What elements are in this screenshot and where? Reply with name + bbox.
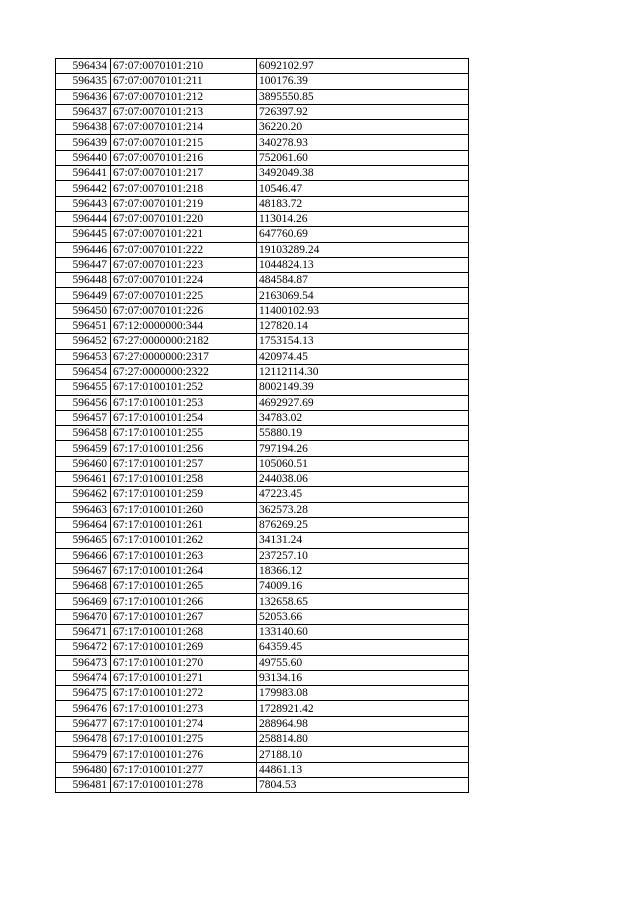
table-row [56, 135, 469, 150]
row-id-cell: 596437 [56, 104, 111, 119]
row-id-cell: 596471 [56, 624, 111, 639]
row-id-cell: 596463 [56, 502, 111, 517]
value-cell: 11400102.93 [257, 303, 469, 318]
row-id-cell: 596479 [56, 747, 111, 762]
value-cell: 133140.60 [257, 624, 469, 639]
value-cell: 1044824.13 [257, 257, 469, 272]
value-cell: 64359.45 [257, 640, 469, 655]
cadastral-number-cell: 67:17:0100101:262 [111, 533, 257, 548]
table-row [56, 579, 469, 594]
value-cell: 237257.10 [257, 548, 469, 563]
table-row [56, 624, 469, 639]
row-id-cell: 596474 [56, 670, 111, 685]
value-cell: 19103289.24 [257, 242, 469, 257]
row-id-cell: 596472 [56, 640, 111, 655]
cadastral-number-cell: 67:17:0100101:259 [111, 487, 257, 502]
table-row [56, 211, 469, 226]
table-row [56, 380, 469, 395]
cadastral-number-cell: 67:17:0100101:275 [111, 732, 257, 747]
cadastral-number-cell: 67:17:0100101:258 [111, 472, 257, 487]
cadastral-number-cell: 67:07:0070101:224 [111, 273, 257, 288]
row-id-cell: 596462 [56, 487, 111, 502]
table-row [56, 686, 469, 701]
cadastral-number-cell: 67:17:0100101:265 [111, 579, 257, 594]
value-cell: 18366.12 [257, 563, 469, 578]
table-row [56, 609, 469, 624]
cadastral-number-cell: 67:17:0100101:260 [111, 502, 257, 517]
table-row [56, 410, 469, 425]
value-cell: 113014.26 [257, 211, 469, 226]
row-id-cell: 596451 [56, 319, 111, 334]
row-id-cell: 596442 [56, 181, 111, 196]
table-row [56, 533, 469, 548]
value-cell: 34131.24 [257, 533, 469, 548]
table-row [56, 747, 469, 762]
value-cell: 74009.16 [257, 579, 469, 594]
cadastral-number-cell: 67:07:0070101:222 [111, 242, 257, 257]
cadastral-number-cell: 67:07:0070101:213 [111, 104, 257, 119]
row-id-cell: 596461 [56, 472, 111, 487]
cadastral-number-cell: 67:17:0100101:271 [111, 670, 257, 685]
row-id-cell: 596443 [56, 196, 111, 211]
row-id-cell: 596455 [56, 380, 111, 395]
table-row [56, 472, 469, 487]
row-id-cell: 596457 [56, 410, 111, 425]
value-cell: 44861.13 [257, 762, 469, 777]
value-cell: 36220.20 [257, 120, 469, 135]
cadastral-number-cell: 67:17:0100101:277 [111, 762, 257, 777]
value-cell: 8002149.39 [257, 380, 469, 395]
cadastral-number-cell: 67:07:0070101:215 [111, 135, 257, 150]
value-cell: 797194.26 [257, 441, 469, 456]
cadastral-number-cell: 67:27:0000000:2317 [111, 349, 257, 364]
cadastral-number-cell: 67:17:0100101:261 [111, 517, 257, 532]
cadastral-number-cell: 67:07:0070101:223 [111, 257, 257, 272]
table-row [56, 487, 469, 502]
table-row [56, 655, 469, 670]
value-cell: 48183.72 [257, 196, 469, 211]
cadastral-number-cell: 67:17:0100101:272 [111, 686, 257, 701]
table-row [56, 59, 469, 74]
value-cell: 1753154.13 [257, 334, 469, 349]
table-row [56, 273, 469, 288]
cadastral-number-cell: 67:17:0100101:252 [111, 380, 257, 395]
row-id-cell: 596434 [56, 59, 111, 74]
cadastral-number-cell: 67:07:0070101:220 [111, 211, 257, 226]
value-cell: 52053.66 [257, 609, 469, 624]
row-id-cell: 596477 [56, 716, 111, 731]
value-cell: 127820.14 [257, 319, 469, 334]
table-row [56, 166, 469, 181]
value-cell: 10546.47 [257, 181, 469, 196]
row-id-cell: 596478 [56, 732, 111, 747]
value-cell: 484584.87 [257, 273, 469, 288]
cadastral-number-cell: 67:17:0100101:276 [111, 747, 257, 762]
table-row [56, 319, 469, 334]
table-body [56, 59, 469, 793]
row-id-cell: 596450 [56, 303, 111, 318]
value-cell: 6092102.97 [257, 59, 469, 74]
table-row [56, 227, 469, 242]
row-id-cell: 596481 [56, 777, 111, 792]
table-row [56, 732, 469, 747]
cadastral-number-cell: 67:17:0100101:263 [111, 548, 257, 563]
row-id-cell: 596452 [56, 334, 111, 349]
value-cell: 49755.60 [257, 655, 469, 670]
table-row [56, 181, 469, 196]
value-cell: 3895550.85 [257, 89, 469, 104]
cadastral-number-cell: 67:12:0000000:344 [111, 319, 257, 334]
cadastral-number-cell: 67:17:0100101:257 [111, 456, 257, 471]
table-row [56, 89, 469, 104]
value-cell: 3492049.38 [257, 166, 469, 181]
row-id-cell: 596466 [56, 548, 111, 563]
value-cell: 105060.51 [257, 456, 469, 471]
value-cell: 100176.39 [257, 74, 469, 89]
table-row [56, 196, 469, 211]
cadastral-number-cell: 67:27:0000000:2182 [111, 334, 257, 349]
table-row [56, 456, 469, 471]
cadastral-number-cell: 67:07:0070101:221 [111, 227, 257, 242]
row-id-cell: 596448 [56, 273, 111, 288]
table-row [56, 74, 469, 89]
cadastral-number-cell: 67:17:0100101:256 [111, 441, 257, 456]
table-row [56, 762, 469, 777]
cadastral-number-cell: 67:17:0100101:267 [111, 609, 257, 624]
row-id-cell: 596438 [56, 120, 111, 135]
value-cell: 876269.25 [257, 517, 469, 532]
row-id-cell: 596470 [56, 609, 111, 624]
table-row [56, 395, 469, 410]
cadastral-number-cell: 67:17:0100101:268 [111, 624, 257, 639]
cadastral-value-table [55, 58, 469, 793]
cadastral-number-cell: 67:07:0070101:217 [111, 166, 257, 181]
cadastral-number-cell: 67:17:0100101:270 [111, 655, 257, 670]
value-cell: 647760.69 [257, 227, 469, 242]
cadastral-number-cell: 67:17:0100101:264 [111, 563, 257, 578]
value-cell: 12112114.30 [257, 364, 469, 379]
value-cell: 340278.93 [257, 135, 469, 150]
cadastral-number-cell: 67:17:0100101:278 [111, 777, 257, 792]
cadastral-number-cell: 67:07:0070101:210 [111, 59, 257, 74]
table-row [56, 777, 469, 792]
cadastral-number-cell: 67:07:0070101:212 [111, 89, 257, 104]
row-id-cell: 596440 [56, 150, 111, 165]
row-id-cell: 596453 [56, 349, 111, 364]
cadastral-number-cell: 67:07:0070101:214 [111, 120, 257, 135]
value-cell: 2163069.54 [257, 288, 469, 303]
value-cell: 288964.98 [257, 716, 469, 731]
cadastral-number-cell: 67:07:0070101:218 [111, 181, 257, 196]
value-cell: 258814.80 [257, 732, 469, 747]
cadastral-number-cell: 67:17:0100101:253 [111, 395, 257, 410]
table-row [56, 349, 469, 364]
value-cell: 420974.45 [257, 349, 469, 364]
row-id-cell: 596445 [56, 227, 111, 242]
table-row [56, 303, 469, 318]
table-row [56, 334, 469, 349]
table-row [56, 563, 469, 578]
row-id-cell: 596469 [56, 594, 111, 609]
cadastral-number-cell: 67:17:0100101:266 [111, 594, 257, 609]
table-row [56, 257, 469, 272]
cadastral-number-cell: 67:07:0070101:216 [111, 150, 257, 165]
table-row [56, 594, 469, 609]
cadastral-number-cell: 67:17:0100101:269 [111, 640, 257, 655]
cadastral-number-cell: 67:07:0070101:226 [111, 303, 257, 318]
value-cell: 1728921.42 [257, 701, 469, 716]
row-id-cell: 596439 [56, 135, 111, 150]
row-id-cell: 596449 [56, 288, 111, 303]
table-row [56, 716, 469, 731]
value-cell: 244038.06 [257, 472, 469, 487]
table-row [56, 701, 469, 716]
value-cell: 752061.60 [257, 150, 469, 165]
row-id-cell: 596475 [56, 686, 111, 701]
row-id-cell: 596444 [56, 211, 111, 226]
table-row [56, 104, 469, 119]
value-cell: 7804.53 [257, 777, 469, 792]
table-row [56, 441, 469, 456]
row-id-cell: 596456 [56, 395, 111, 410]
table-row [56, 517, 469, 532]
cadastral-number-cell: 67:07:0070101:219 [111, 196, 257, 211]
cadastral-number-cell: 67:17:0100101:273 [111, 701, 257, 716]
table-row [56, 426, 469, 441]
row-id-cell: 596464 [56, 517, 111, 532]
table-row [56, 670, 469, 685]
row-id-cell: 596447 [56, 257, 111, 272]
value-cell: 27188.10 [257, 747, 469, 762]
table-row [56, 548, 469, 563]
row-id-cell: 596480 [56, 762, 111, 777]
cadastral-number-cell: 67:07:0070101:225 [111, 288, 257, 303]
row-id-cell: 596473 [56, 655, 111, 670]
table-row [56, 150, 469, 165]
table-row [56, 120, 469, 135]
row-id-cell: 596465 [56, 533, 111, 548]
row-id-cell: 596435 [56, 74, 111, 89]
row-id-cell: 596460 [56, 456, 111, 471]
row-id-cell: 596436 [56, 89, 111, 104]
table-row [56, 640, 469, 655]
row-id-cell: 596458 [56, 426, 111, 441]
value-cell: 362573.28 [257, 502, 469, 517]
table-row [56, 288, 469, 303]
row-id-cell: 596441 [56, 166, 111, 181]
value-cell: 93134.16 [257, 670, 469, 685]
cadastral-number-cell: 67:07:0070101:211 [111, 74, 257, 89]
cadastral-number-cell: 67:17:0100101:254 [111, 410, 257, 425]
value-cell: 34783.02 [257, 410, 469, 425]
row-id-cell: 596446 [56, 242, 111, 257]
value-cell: 132658.65 [257, 594, 469, 609]
row-id-cell: 596454 [56, 364, 111, 379]
value-cell: 726397.92 [257, 104, 469, 119]
row-id-cell: 596468 [56, 579, 111, 594]
value-cell: 4692927.69 [257, 395, 469, 410]
cadastral-number-cell: 67:17:0100101:255 [111, 426, 257, 441]
row-id-cell: 596476 [56, 701, 111, 716]
cadastral-number-cell: 67:17:0100101:274 [111, 716, 257, 731]
row-id-cell: 596467 [56, 563, 111, 578]
row-id-cell: 596459 [56, 441, 111, 456]
value-cell: 179983.08 [257, 686, 469, 701]
table-row [56, 364, 469, 379]
value-cell: 47223.45 [257, 487, 469, 502]
table-row [56, 502, 469, 517]
value-cell: 55880.19 [257, 426, 469, 441]
cadastral-number-cell: 67:27:0000000:2322 [111, 364, 257, 379]
table-row [56, 242, 469, 257]
